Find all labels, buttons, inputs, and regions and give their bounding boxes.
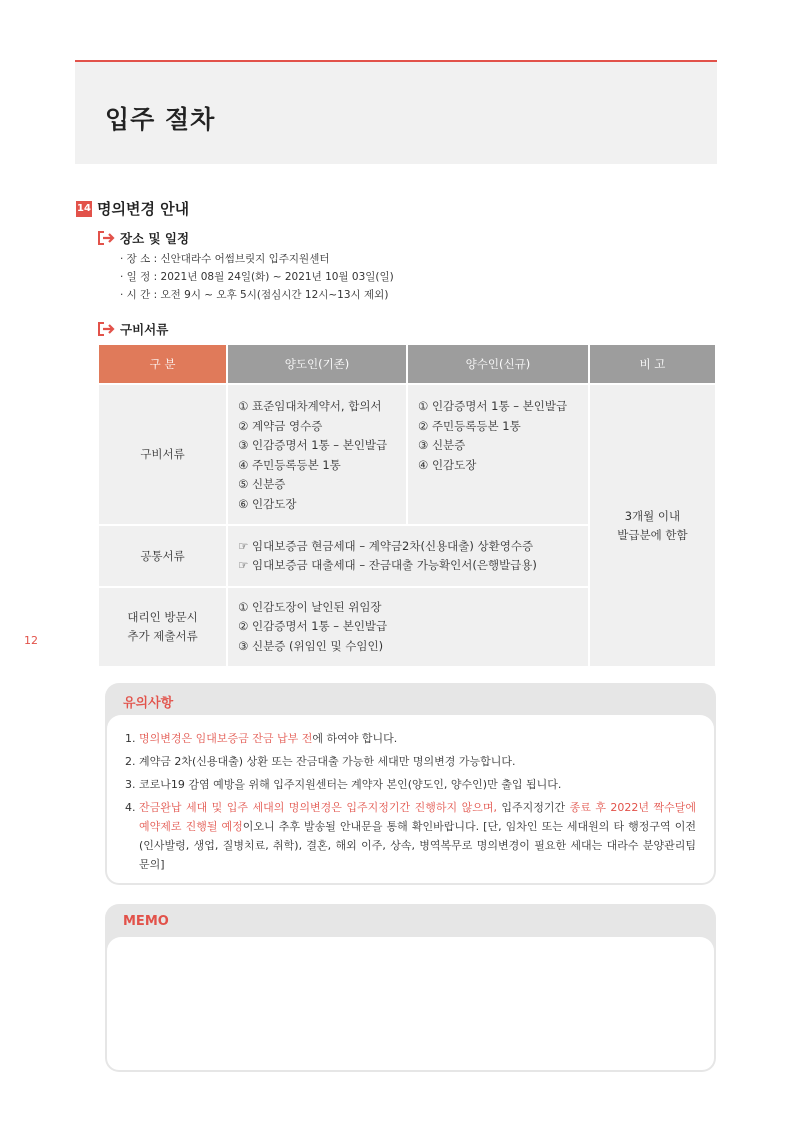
arrow-right-icon (98, 231, 116, 245)
proxy-docs (228, 588, 588, 666)
transferor-docs (228, 385, 406, 524)
row-label-line: 대리인 방문시 (127, 610, 198, 624)
list-item: ☞ 임대보증금 대출세대 – 잔금대출 가능확인서(은행발급용) (238, 558, 537, 572)
place-schedule-heading (98, 229, 189, 247)
list-item: ② 인감증명서 1통 – 본인발급 (238, 619, 388, 634)
page-number: 12 (24, 634, 38, 647)
page-header (75, 60, 717, 164)
list-item: ③ 신분증 (위임인 및 수임인) (238, 638, 384, 653)
item-text: 코로나19 감염 예방을 위해 입주지원센터는 계약자 본인(양도인, 양수인)만 출입 됩니다. (139, 778, 562, 791)
arrow-right-icon (98, 322, 116, 336)
section-number-badge: 14 (76, 201, 92, 217)
date-line: · 일 정 : 2021년 08월 24일(화) ~ 2021년 10월 03일(일) (120, 271, 394, 283)
list-item: ① 인감도장이 날인된 위임장 (238, 599, 382, 614)
item-number: 1. (125, 732, 136, 745)
list-item: ③ 인감증명서 1통 – 본인발급 (238, 438, 388, 452)
place-line: · 장 소 : 신안대라수 어썸브릿지 입주지원센터 (120, 253, 330, 265)
memo-title: MEMO (123, 914, 169, 929)
caution-list (125, 729, 696, 878)
row-label (99, 588, 226, 666)
item-number: 2. (125, 755, 136, 768)
note-line: 발급분에 한함 (617, 527, 688, 542)
item-number: 4. (125, 801, 136, 814)
list-item (125, 729, 696, 748)
table-header-row (99, 345, 715, 383)
header-transferor: 양도인(기존) (228, 345, 406, 383)
list-item (125, 798, 696, 874)
transferee-docs (408, 385, 588, 524)
row-label-line: 추가 제출서류 (127, 629, 198, 643)
header-note: 비 고 (590, 345, 715, 383)
list-item: ⑤ 신분증 (238, 477, 286, 491)
time-line: · 시 간 : 오전 9시 ~ 오후 5시(점심시간 12시~13시 제외) (120, 289, 389, 301)
item-text: 이오니 추후 발송될 안내문을 통해 확인바랍니다. [단, 임차인 또는 세대원의 타 행정구역 이전 (인사발령, 생업, 질병치료, 취학), 결혼, 해외 이주, 상속, 병역복무로 명의변경이 필요한 세대는 대라수 분양관리팀 문의] (139, 820, 696, 871)
header-transferee: 양수인(신규) (408, 345, 588, 383)
place-schedule-title: 장소 및 일정 (120, 231, 190, 246)
caution-title: 유의사항 (123, 696, 174, 711)
section-heading (76, 198, 189, 219)
list-item (125, 775, 696, 794)
list-item: ③ 신분증 (417, 438, 466, 452)
common-docs (228, 526, 588, 586)
memo-box (105, 904, 716, 1072)
place-schedule-list (120, 250, 394, 304)
documents-table (97, 343, 717, 668)
item-number: 3. (125, 778, 136, 791)
row-label: 구비서류 (99, 385, 226, 524)
list-item: ④ 인감도장 (417, 457, 477, 472)
section-title: 명의변경 안내 (97, 200, 190, 218)
list-item: ② 계약금 영수증 (238, 418, 323, 433)
list-item: ① 인감증명서 1통 – 본인발급 (417, 399, 568, 413)
note-cell (590, 385, 715, 666)
caution-content (107, 715, 714, 883)
documents-heading (98, 320, 168, 338)
table-row (99, 385, 715, 524)
item-text: 계약금 2차(신용대출) 상환 또는 잔금대출 가능한 세대만 명의변경 가능합니다. (139, 755, 516, 768)
highlight-text: 종료 후 2022년 짝수달에 예약제로 진행될 예정 (139, 801, 697, 833)
documents-title: 구비서류 (120, 322, 169, 337)
header-category: 구 분 (99, 345, 226, 383)
note-line: 3개월 이내 (624, 508, 681, 523)
row-label: 공통서류 (99, 526, 226, 586)
memo-area (107, 937, 714, 1070)
caution-box (105, 683, 716, 885)
item-text: 입주지정기간 (496, 801, 570, 814)
list-item: ① 표준임대차계약서, 합의서 (238, 399, 382, 413)
list-item: ④ 주민등록등본 1통 (238, 457, 341, 472)
page-title: 입주 절차 (105, 105, 216, 134)
list-item: ☞ 임대보증금 현금세대 – 계약금2차(신용대출) 상환영수증 (238, 538, 534, 553)
list-item (125, 752, 696, 771)
list-item: ⑥ 인감도장 (238, 496, 297, 511)
item-text: 에 하여야 합니다. (312, 732, 398, 745)
list-item: ② 주민등록등본 1통 (417, 418, 521, 433)
highlight-text: 명의변경은 임대보증금 잔금 납부 전 (139, 732, 313, 745)
highlight-text: 잔금완납 세대 및 입주 세대의 명의변경은 입주지정기간 진행하지 않으며, (139, 801, 497, 814)
